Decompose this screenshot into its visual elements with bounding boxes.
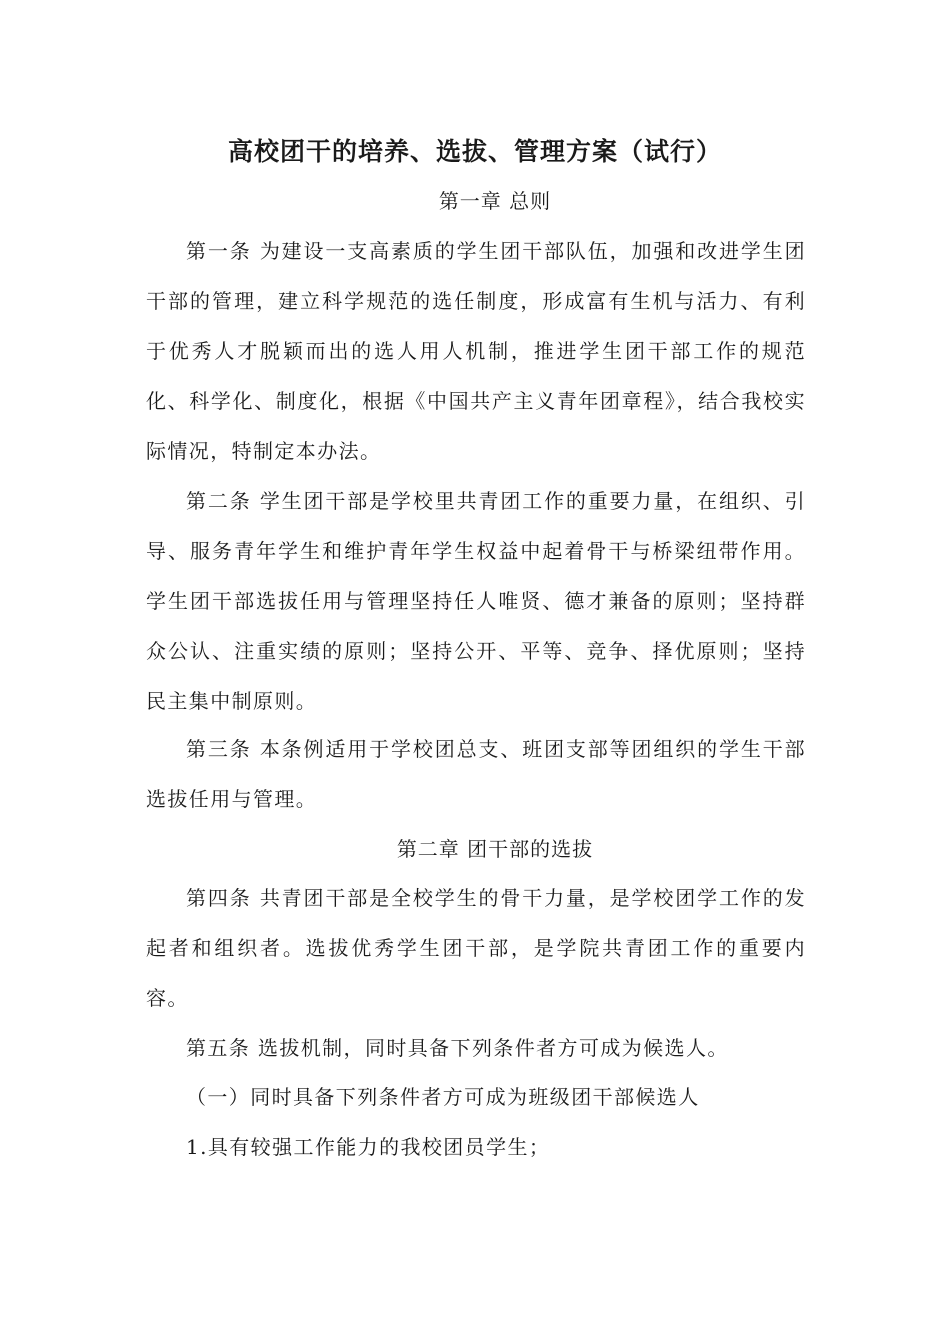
chapter-2-heading: 第二章 团干部的选拔 xyxy=(396,837,594,861)
article-5: 第五条 选拔机制，同时具备下列条件者方可成为候选人。 xyxy=(186,1036,729,1060)
article-4: 第四条 共青团干部是全校学生的骨干力量，是学校团学工作的发起者和组织者。选拔优秀学生团干部，是学院共青团工作的重要内容。 xyxy=(146,886,806,1010)
sub-clause-1: （一）同时具备下列条件者方可成为班级团干部候选人 xyxy=(186,1085,700,1109)
article-3: 第三条 本条例适用于学校团总支、班团支部等团组织的学生干部选拔任用与管理。 xyxy=(146,737,806,811)
chapter-1-heading: 第一章 总则 xyxy=(438,189,552,213)
article-2: 第二条 学生团干部是学校里共青团工作的重要力量，在组织、引导、服务青年学生和维护青年学生权益中起着骨干与桥梁纽带作用。学生团干部选拔任用与管理坚持任人唯贤、德才兼备的原则；坚持群众公认、注重实绩的原则；坚持公开、平等、竞争、择优原则；坚持民主集中制原则。 xyxy=(146,489,806,713)
article-1: 第一条 为建设一支高素质的学生团干部队伍，加强和改进学生团干部的管理，建立科学规范的选任制度，形成富有生机与活力、有利于优秀人才脱颖而出的选人用人机制，推进学生团干部工作的规范化、科学化、制度化，根据《中国共产主义青年团章程》，结合我校实际情况，特制定本办法。 xyxy=(146,239,806,463)
item-1: 1.具有较强工作能力的我校团员学生； xyxy=(186,1135,551,1159)
document-title: 高校团干的培养、选拔、管理方案（试行） xyxy=(227,137,722,166)
